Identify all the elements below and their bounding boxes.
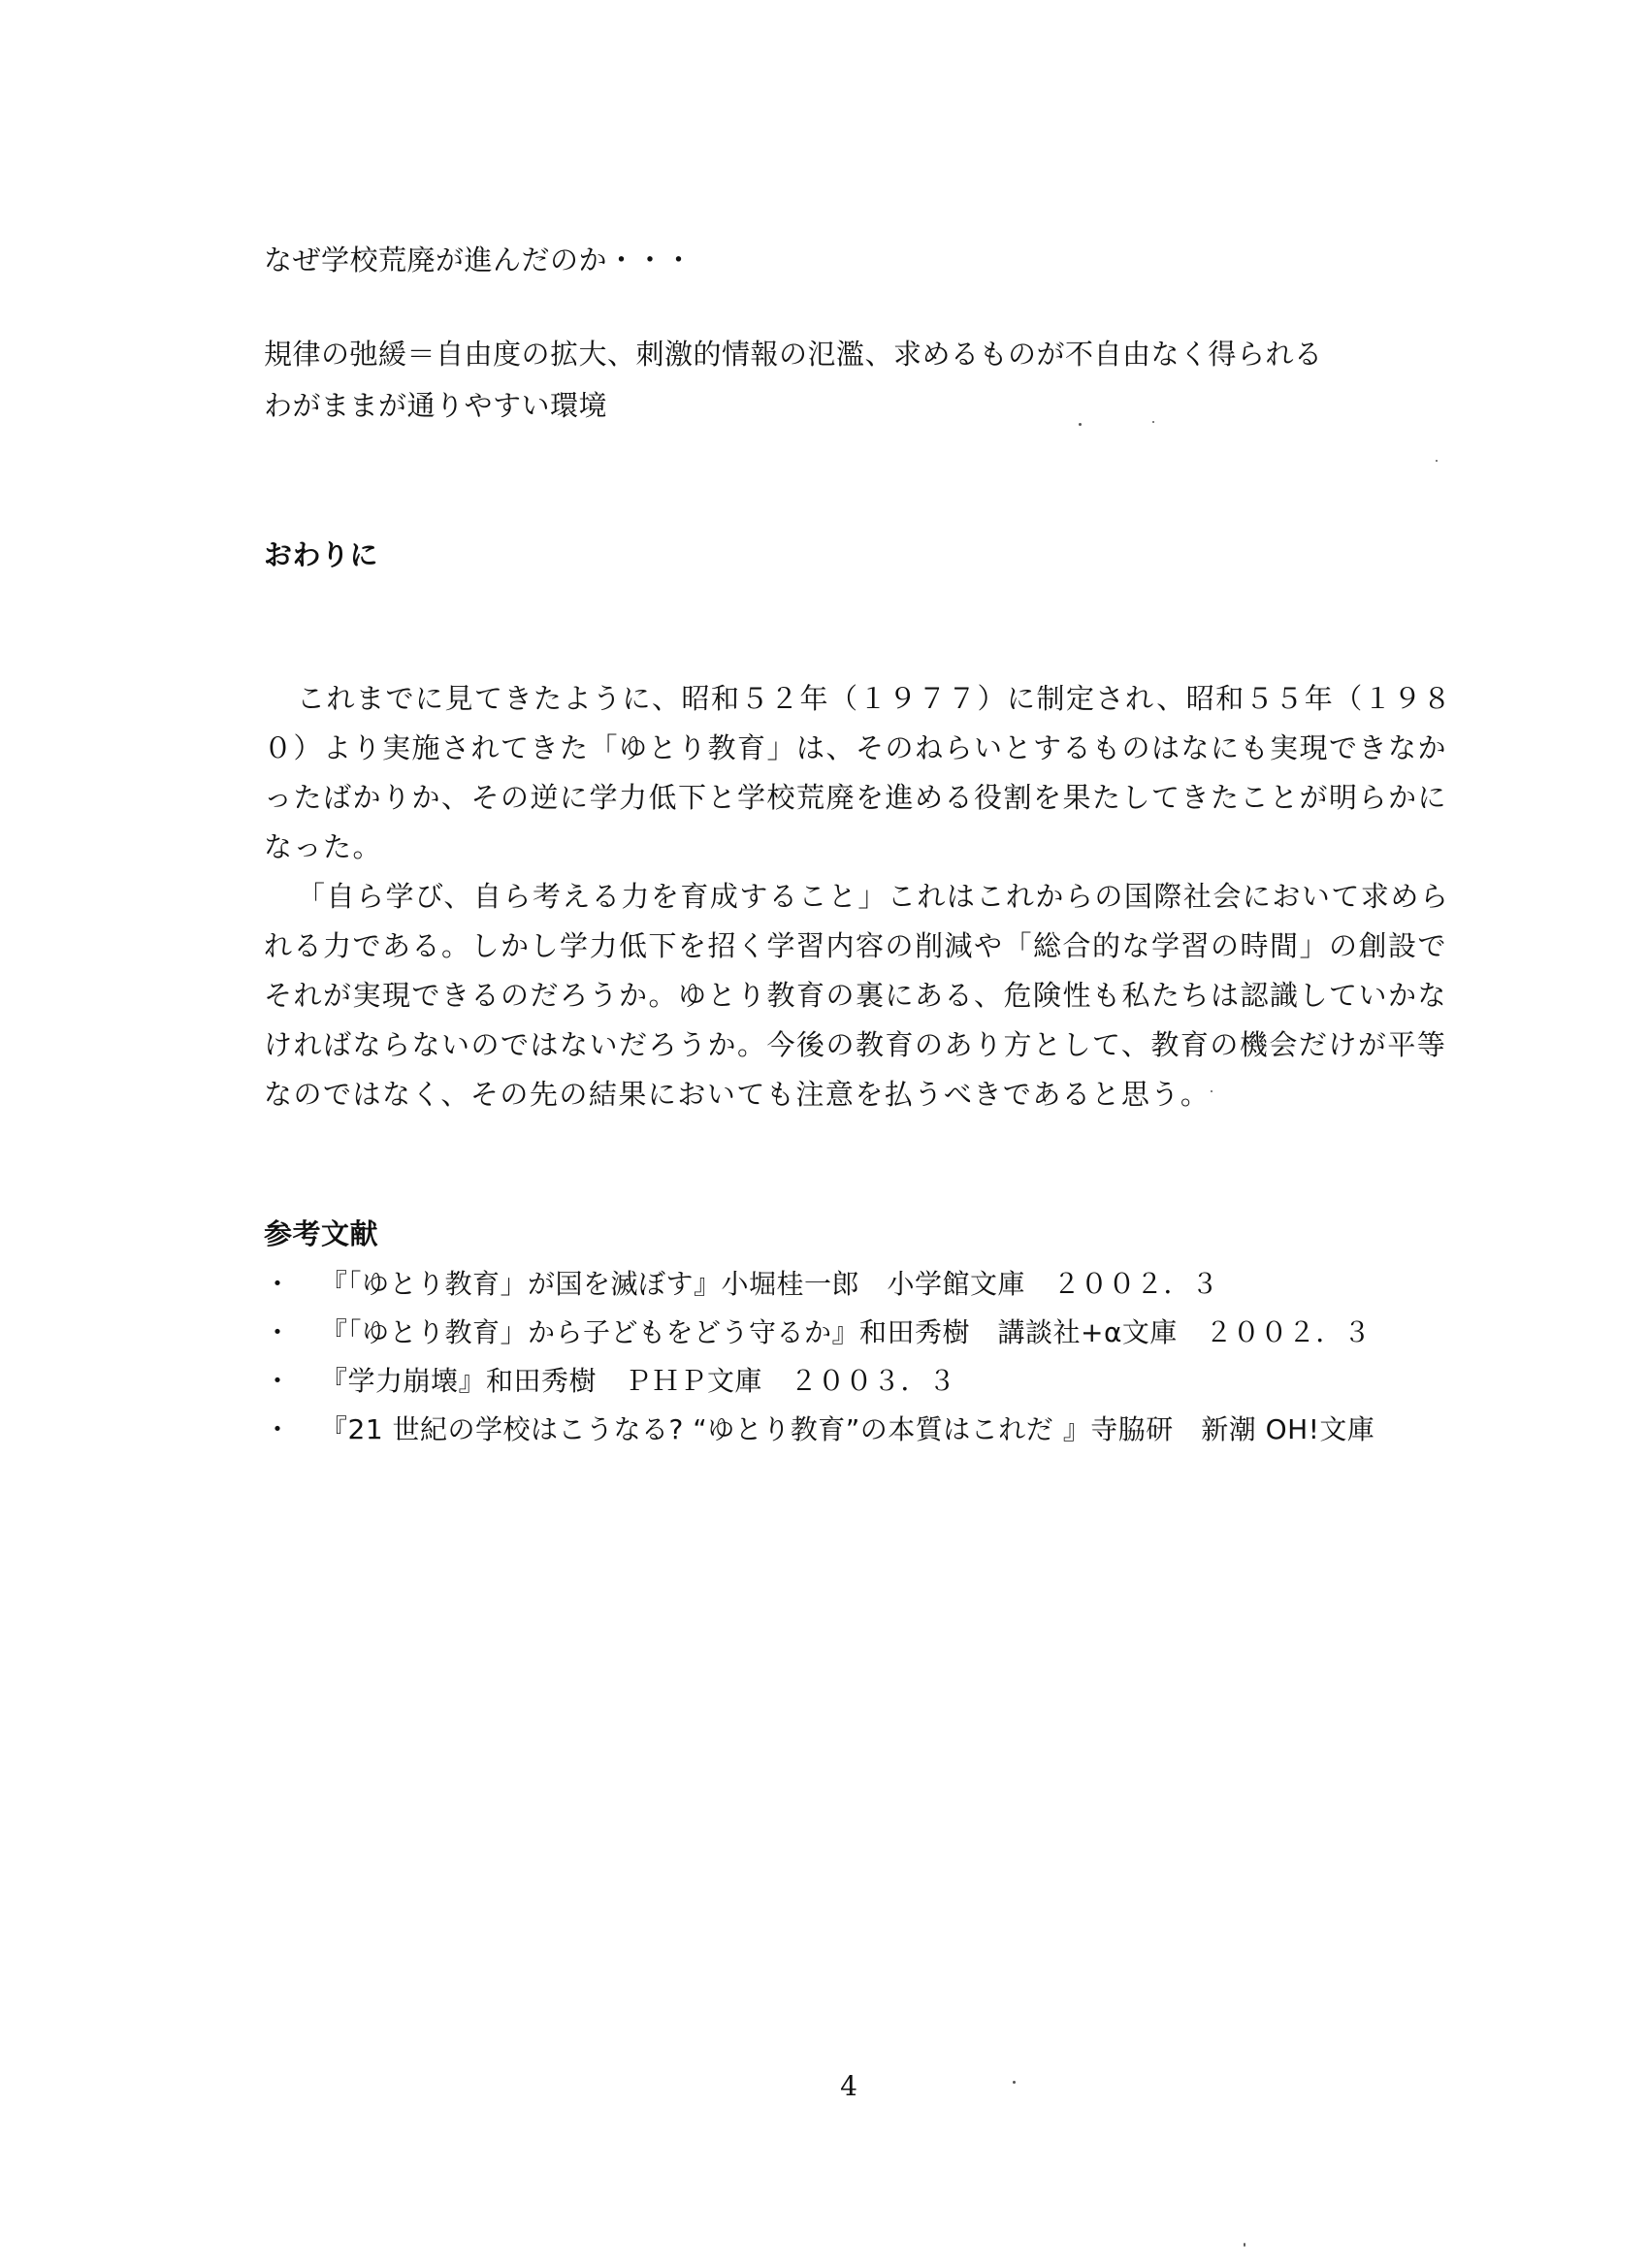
paragraph-2-line-1: 「自ら学び、自ら考える力を育成すること」これはこれからの国際社会において求めら [297,880,1450,913]
bullet-icon: ・ [264,1365,292,1397]
bullet-icon: ・ [264,1413,292,1445]
paragraph-1-line-1: これまでに見てきたように、昭和５２年（１９７７）に制定され、昭和５５年（１９８ [297,682,1453,715]
reference-text: 『「ゆとり教育」から子どもをどう守るか』和田秀樹 講談社+α文庫 ２００２．３ [320,1316,1372,1348]
reference-text: 『学力崩壊』和田秀樹 ＰＨＰ文庫 ２００３．３ [320,1365,956,1397]
reference-item [264,1265,1219,1304]
scan-speck [1013,2081,1016,2084]
paragraph-1-line-3: ったばかりか、その逆に学力低下と学校荒廃を進める役割を果たしてきたことが明らかに [264,781,1448,814]
conclusion-heading: おわりに [264,538,379,571]
paragraph-2-line-2: れる力である。しかし学力低下を招く学習内容の削減や「総合的な学習の時間」の創設で [264,929,1448,962]
reference-text: 『21 世紀の学校はこうなる? “ゆとり教育”の本質はこれだ 』寺脇研 新潮 OH!文庫 [320,1413,1375,1445]
reference-item [264,1313,1371,1352]
cause-question: なぜ学校荒廃が進んだのか・・・ [264,243,694,276]
scan-speck [1211,1090,1212,1092]
bullet-icon: ・ [264,1316,292,1348]
reference-item [264,1410,1374,1449]
scan-speck [1152,421,1154,423]
paragraph-1-line-4: なった。 [264,830,383,863]
cause-line-1: 規律の弛緩＝自由度の拡大、刺激的情報の氾濫、求めるものが不自由なく得られる [264,338,1323,371]
reference-item [264,1362,956,1401]
scan-speck [1244,2243,1245,2247]
page-number: 4 [840,2070,857,2102]
scan-speck [1079,423,1082,426]
reference-text: 『「ゆとり教育」が国を滅ぼす』小堀桂一郎 小学館文庫 ２００２．３ [320,1268,1219,1300]
bullet-icon: ・ [264,1268,292,1300]
paragraph-2-line-5: なのではなく、その先の結果においても注意を払うべきであると思う。 [264,1078,1211,1111]
cause-line-2: わがままが通りやすい環境 [264,389,608,422]
paragraph-1-line-2: ０）より実施されてきた「ゆとり教育」は、そのねらいとするものはなにも実現できなか [264,731,1448,764]
paragraph-2-line-4: ければならないのではないだろうか。今後の教育のあり方として、教育の機会だけが平等 [264,1028,1447,1061]
references-heading: 参考文献 [264,1217,379,1250]
scan-speck [1436,460,1438,462]
paragraph-2-line-3: それが実現できるのだろうか。ゆとり教育の裏にある、危険性も私たちは認識していかな [264,979,1448,1012]
